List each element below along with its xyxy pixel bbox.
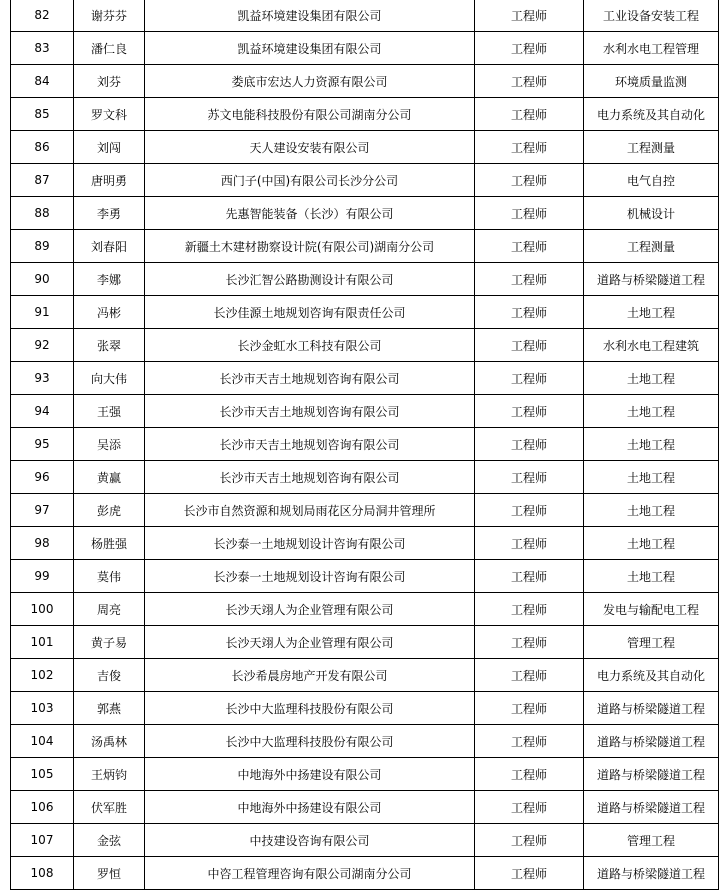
table-row <box>11 461 719 494</box>
table-row <box>11 65 719 98</box>
person-name: 刘芬 <box>74 65 145 98</box>
employer-name: 长沙市天吉土地规划咨询有限公司 <box>145 362 475 395</box>
person-name: 罗文科 <box>74 98 145 131</box>
specialty: 土地工程 <box>584 362 719 395</box>
employer-name: 长沙市天吉土地规划咨询有限公司 <box>145 461 475 494</box>
job-title: 工程师 <box>475 230 584 263</box>
employer-name: 中技建设咨询有限公司 <box>145 824 475 857</box>
person-name: 潘仁良 <box>74 32 145 65</box>
specialty: 道路与桥梁隧道工程 <box>584 725 719 758</box>
person-name: 莫伟 <box>74 560 145 593</box>
table-row <box>11 0 719 32</box>
employer-name: 长沙市自然资源和规划局雨花区分局洞井管理所 <box>145 494 475 527</box>
table-row <box>11 857 719 890</box>
specialty: 土地工程 <box>584 560 719 593</box>
employer-name: 中地海外中扬建设有限公司 <box>145 758 475 791</box>
row-number: 95 <box>11 428 74 461</box>
specialty: 工业设备安装工程 <box>584 0 719 32</box>
specialty: 管理工程 <box>584 626 719 659</box>
job-title: 工程师 <box>475 65 584 98</box>
employer-name: 长沙汇智公路勘测设计有限公司 <box>145 263 475 296</box>
person-name: 黄赢 <box>74 461 145 494</box>
specialty: 土地工程 <box>584 296 719 329</box>
person-name: 李勇 <box>74 197 145 230</box>
employer-name: 长沙天翊人为企业管理有限公司 <box>145 593 475 626</box>
employer-name: 长沙市天吉土地规划咨询有限公司 <box>145 428 475 461</box>
person-name: 汤禹林 <box>74 725 145 758</box>
table-row <box>11 758 719 791</box>
table-row <box>11 32 719 65</box>
person-name: 刘闯 <box>74 131 145 164</box>
job-title: 工程师 <box>475 197 584 230</box>
row-number: 98 <box>11 527 74 560</box>
specialty: 水利水电工程建筑 <box>584 329 719 362</box>
person-name: 唐明勇 <box>74 164 145 197</box>
row-number: 91 <box>11 296 74 329</box>
table-row <box>11 593 719 626</box>
row-number: 102 <box>11 659 74 692</box>
employer-name: 新疆土木建材勘察设计院(有限公司)湖南分公司 <box>145 230 475 263</box>
row-number: 82 <box>11 0 74 32</box>
person-name: 吉俊 <box>74 659 145 692</box>
job-title: 工程师 <box>475 395 584 428</box>
person-name: 伏军胜 <box>74 791 145 824</box>
table-row <box>11 263 719 296</box>
person-name: 金弦 <box>74 824 145 857</box>
table-row <box>11 395 719 428</box>
job-title: 工程师 <box>475 593 584 626</box>
specialty: 发电与输配电工程 <box>584 593 719 626</box>
row-number: 108 <box>11 857 74 890</box>
employer-name: 凯益环境建设集团有限公司 <box>145 0 475 32</box>
row-number: 104 <box>11 725 74 758</box>
table-row <box>11 131 719 164</box>
roster-table <box>10 0 719 890</box>
row-number: 100 <box>11 593 74 626</box>
person-name: 向大伟 <box>74 362 145 395</box>
person-name: 黄子易 <box>74 626 145 659</box>
specialty: 电力系统及其自动化 <box>584 98 719 131</box>
table-row <box>11 164 719 197</box>
person-name: 周亮 <box>74 593 145 626</box>
employer-name: 娄底市宏达人力资源有限公司 <box>145 65 475 98</box>
specialty: 电气自控 <box>584 164 719 197</box>
row-number: 103 <box>11 692 74 725</box>
specialty: 环境质量监测 <box>584 65 719 98</box>
employer-name: 先惠智能装备（长沙）有限公司 <box>145 197 475 230</box>
employer-name: 长沙中大监理科技股份有限公司 <box>145 725 475 758</box>
row-number: 90 <box>11 263 74 296</box>
person-name: 谢芬芬 <box>74 0 145 32</box>
row-number: 96 <box>11 461 74 494</box>
employer-name: 中地海外中扬建设有限公司 <box>145 791 475 824</box>
table-row <box>11 527 719 560</box>
specialty: 道路与桥梁隧道工程 <box>584 791 719 824</box>
specialty: 土地工程 <box>584 527 719 560</box>
job-title: 工程师 <box>475 329 584 362</box>
job-title: 工程师 <box>475 758 584 791</box>
employer-name: 长沙天翊人为企业管理有限公司 <box>145 626 475 659</box>
job-title: 工程师 <box>475 131 584 164</box>
table-row <box>11 230 719 263</box>
person-name: 张翠 <box>74 329 145 362</box>
specialty: 电力系统及其自动化 <box>584 659 719 692</box>
roster-body <box>11 0 719 890</box>
row-number: 84 <box>11 65 74 98</box>
table-row <box>11 329 719 362</box>
job-title: 工程师 <box>475 0 584 32</box>
row-number: 105 <box>11 758 74 791</box>
table-row <box>11 98 719 131</box>
job-title: 工程师 <box>475 428 584 461</box>
table-row <box>11 362 719 395</box>
specialty: 机械设计 <box>584 197 719 230</box>
employer-name: 长沙市天吉土地规划咨询有限公司 <box>145 395 475 428</box>
job-title: 工程师 <box>475 725 584 758</box>
job-title: 工程师 <box>475 362 584 395</box>
table-row <box>11 560 719 593</box>
job-title: 工程师 <box>475 461 584 494</box>
row-number: 86 <box>11 131 74 164</box>
table-row <box>11 659 719 692</box>
table-row <box>11 626 719 659</box>
specialty: 水利水电工程管理 <box>584 32 719 65</box>
person-name: 吴添 <box>74 428 145 461</box>
job-title: 工程师 <box>475 32 584 65</box>
person-name: 罗恒 <box>74 857 145 890</box>
row-number: 89 <box>11 230 74 263</box>
specialty: 道路与桥梁隧道工程 <box>584 263 719 296</box>
specialty: 道路与桥梁隧道工程 <box>584 692 719 725</box>
specialty: 道路与桥梁隧道工程 <box>584 758 719 791</box>
person-name: 王炳钧 <box>74 758 145 791</box>
row-number: 92 <box>11 329 74 362</box>
job-title: 工程师 <box>475 659 584 692</box>
employer-name: 凯益环境建设集团有限公司 <box>145 32 475 65</box>
table-row <box>11 197 719 230</box>
job-title: 工程师 <box>475 560 584 593</box>
job-title: 工程师 <box>475 626 584 659</box>
table-row <box>11 296 719 329</box>
table-row <box>11 791 719 824</box>
job-title: 工程师 <box>475 98 584 131</box>
job-title: 工程师 <box>475 857 584 890</box>
row-number: 101 <box>11 626 74 659</box>
row-number: 94 <box>11 395 74 428</box>
table-row <box>11 494 719 527</box>
person-name: 冯彬 <box>74 296 145 329</box>
row-number: 107 <box>11 824 74 857</box>
specialty: 管理工程 <box>584 824 719 857</box>
person-name: 王强 <box>74 395 145 428</box>
row-number: 88 <box>11 197 74 230</box>
employer-name: 长沙泰一土地规划设计咨询有限公司 <box>145 560 475 593</box>
row-number: 97 <box>11 494 74 527</box>
person-name: 李娜 <box>74 263 145 296</box>
person-name: 杨胜强 <box>74 527 145 560</box>
employer-name: 长沙佳源土地规划咨询有限责任公司 <box>145 296 475 329</box>
person-name: 彭虎 <box>74 494 145 527</box>
job-title: 工程师 <box>475 164 584 197</box>
employer-name: 中咨工程管理咨询有限公司湖南分公司 <box>145 857 475 890</box>
specialty: 土地工程 <box>584 494 719 527</box>
specialty: 工程测量 <box>584 230 719 263</box>
table-row <box>11 824 719 857</box>
job-title: 工程师 <box>475 824 584 857</box>
job-title: 工程师 <box>475 494 584 527</box>
row-number: 106 <box>11 791 74 824</box>
job-title: 工程师 <box>475 527 584 560</box>
employer-name: 西门子(中国)有限公司长沙分公司 <box>145 164 475 197</box>
row-number: 93 <box>11 362 74 395</box>
specialty: 土地工程 <box>584 428 719 461</box>
employer-name: 长沙金虹水工科技有限公司 <box>145 329 475 362</box>
job-title: 工程师 <box>475 791 584 824</box>
job-title: 工程师 <box>475 692 584 725</box>
job-title: 工程师 <box>475 296 584 329</box>
specialty: 工程测量 <box>584 131 719 164</box>
row-number: 87 <box>11 164 74 197</box>
specialty: 道路与桥梁隧道工程 <box>584 857 719 890</box>
employer-name: 苏文电能科技股份有限公司湖南分公司 <box>145 98 475 131</box>
person-name: 刘春阳 <box>74 230 145 263</box>
specialty: 土地工程 <box>584 461 719 494</box>
employer-name: 长沙希晨房地产开发有限公司 <box>145 659 475 692</box>
row-number: 85 <box>11 98 74 131</box>
table-row <box>11 692 719 725</box>
table-row <box>11 428 719 461</box>
row-number: 83 <box>11 32 74 65</box>
row-number: 99 <box>11 560 74 593</box>
table-row <box>11 725 719 758</box>
employer-name: 长沙泰一土地规划设计咨询有限公司 <box>145 527 475 560</box>
employer-name: 天人建设安装有限公司 <box>145 131 475 164</box>
specialty: 土地工程 <box>584 395 719 428</box>
employer-name: 长沙中大监理科技股份有限公司 <box>145 692 475 725</box>
job-title: 工程师 <box>475 263 584 296</box>
person-name: 郭燕 <box>74 692 145 725</box>
